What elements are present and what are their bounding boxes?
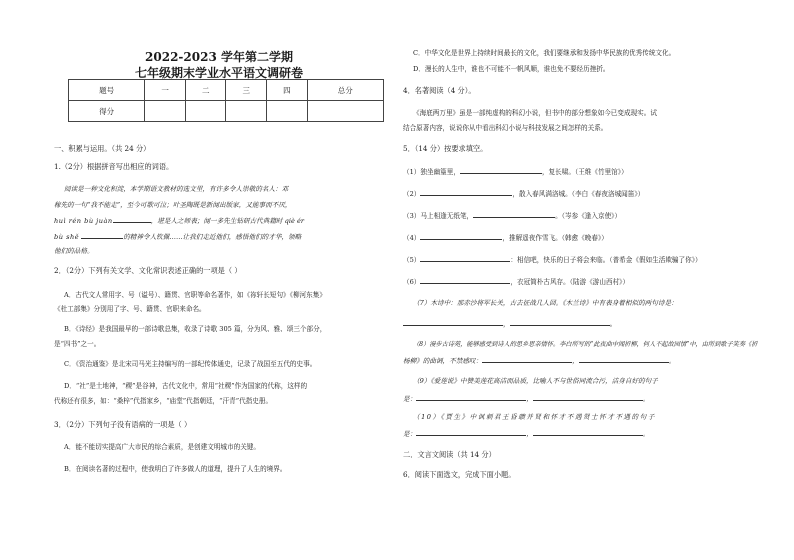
q5-text: ：相信吧，快乐的日子将会来临。（普希金《假如生活欺骗了你》） [510,256,702,264]
option-d: D．漫长的人生中，谁也不可能不一帆风顺，谁也免不要经历挫折。 [413,65,610,73]
section-heading: 二．文言文阅读（共 14 分） [403,450,496,459]
q4-prompt-line: 结合原著内容，说说你从中看出科幻小说与科技发展之间怎样的关系。 [403,124,608,132]
score-cell[interactable] [267,101,308,122]
q5-item-8: （8）漫步古诗苑，能够感受到诗人的思乡思亲情怀。李白所写的“此夜曲中闻折柳，何人不起故园情”中，由所到歌子笑奏《折 [413,341,758,348]
score-header-cell: 三 [226,80,267,101]
question-3: 3．（2分）下列句子没有语病的一项是（ ） [54,420,192,429]
score-header-cell: 题号 [69,80,145,101]
q5-item-2 [403,188,644,199]
question-2: 2．（2分）下列有关文学、文化常识表述正确的一项是（ ） [54,266,242,275]
section-heading: 一、积累与运用。（共 24 分） [54,144,151,153]
q5-text: 是： [403,430,417,438]
answer-blank[interactable] [473,210,555,218]
score-header-cell: 四 [267,80,308,101]
score-cell[interactable] [226,101,267,122]
score-table [68,79,384,122]
q5-text: （1）独坐幽篁里， [403,168,460,176]
answer-blank[interactable] [81,231,123,239]
option-b: B．在阅读名著的过程中，使我明白了许多做人的道理，提升了人生的境界。 [64,465,287,473]
q5-text: （6） [403,278,421,286]
answer-blank[interactable] [533,393,643,401]
q1-passage-line: 稼先的一句“我不能走”，至今可歌可泣；叶圣陶既是新闻出版家，又能事而不厌， [54,201,292,209]
q5-item-10: （10）《贾生》中讽刺君王昏聩并贤和怀才不遇贤士怀才不遇的句子 [413,413,656,421]
answer-blank[interactable] [113,215,151,223]
q5-text: （2） [403,190,421,198]
score-table-header-row [69,80,384,101]
answer-blank[interactable] [403,318,503,326]
q1-passage-line: 阅读是一种文化积淀，本学期语文教材的选文里，有许多令人崇敬的名人：邓 [64,185,289,193]
option-a: A．能不能切实提高广大市民的综合素质，是创建文明城市的关键。 [64,443,260,451]
question-5: 5．（14 分）按要求填空。 [403,144,488,153]
answer-blank[interactable] [482,355,572,363]
answer-blank[interactable] [416,393,526,401]
q1-passage-line [54,231,301,242]
option-b-cont: 是“四书”之一。 [54,340,101,348]
q5-item-3 [403,210,621,221]
q1-passage-line [54,215,304,226]
answer-blank[interactable] [420,276,510,284]
q1-passage-line: 他们的品格。 [54,247,94,255]
score-table-score-row [69,101,384,122]
option-c: C．《资治通鉴》是北宋司马光主持编写的一部纪传体通史，记录了战国至五代的史事。 [64,360,317,368]
question-1: 1.（2分）根据拼音写出相应的词语。 [54,162,174,171]
answer-blank[interactable] [579,355,669,363]
score-header-cell: 总分 [307,80,383,101]
option-b: B．《诗经》是我国最早的一部诗歌总集，收录了诗歌 305 篇，分为风、雅、颂三个部分， [64,325,327,333]
q5-text: ，散入春风满洛城。（李白《春夜洛城闻笛》） [512,190,645,198]
q5-item-7: （7）木诗中：那赤沙将军长关，古去征战几人回。《木兰诗》中有表身着相似的两句诗是： [413,299,678,307]
pinyin-text: bù shě [54,233,80,241]
answer-blank[interactable] [416,428,526,436]
option-c: C．中华文化是世界上持续时间最长的文化，我们要继承和发扬中华民族的优秀传统文化。 [413,49,676,57]
q5-text: ，衣冠简朴古风存。（陆游《游山西村》） [510,278,630,286]
score-cell[interactable] [185,101,226,122]
q5-item-9: （9）《爱莲说》中赞美莲花高洁而品质，比喻人不与世俗同流合污，洁身自好的句子 [413,377,658,385]
q1-passage-text: 的精神令人钦佩……让我们走近他们，感悟他们的才华，领略 [123,233,302,241]
q5-text: （5） [403,256,421,264]
score-row-label: 得分 [69,101,145,122]
answer-blank[interactable] [460,166,542,174]
answer-blank[interactable] [420,232,502,240]
q5-text: （3）马上相逢无纸笔， [403,212,474,220]
answer-blank[interactable] [420,188,512,196]
answer-blank[interactable] [420,254,510,262]
question-6: 6．阅读下面选文，完成下面小题。 [403,470,516,479]
option-a-cont: 《杜工部集》分别用了字、号、籍贯、官职来命名。 [54,305,206,313]
q5-item-9-cont: 是： ， 。 [403,395,650,403]
q1-passage-text: ，堪是人之师表；闻一多先生钻研古代典籍时 qiè ér [150,217,304,225]
exam-title-term: 2022-2023 学年第二学期 [145,50,293,64]
q5-text: （4） [403,234,421,242]
q5-text: ，复长啸。（王维《竹里馆》） [541,168,628,176]
option-d-cont: 代称还有很多，如：“桑梓”代指家乡，“庙堂”代指朝廷，“汗青”代指史册。 [54,397,273,405]
q5-item-8-cont: 杨柳》的曲调，不禁感叹： ， 。 [403,357,676,365]
q5-item-4 [403,232,608,243]
answer-blank[interactable] [533,428,643,436]
score-header-cell: 一 [145,80,186,101]
q5-item-7-answer: ， 。 [403,318,616,329]
q5-text: 是： [403,395,417,403]
q5-item-1 [403,166,628,177]
q4-prompt-line: 《海底两万里》虽是一部纯虚构的科幻小说，但书中的部分想象如今已变成现实。试 [413,109,657,117]
q5-text: 杨柳》的曲调，不禁感叹： [403,357,483,365]
option-d: D．“社”是土地神，“稷”是谷神，古代文化中，常用“社稷”作为国家的代称，这样的 [64,382,308,390]
q5-text: ，推解遥夜作雪飞。（韩愈《晚春》） [502,234,608,242]
score-header-cell: 二 [185,80,226,101]
q5-item-5 [403,254,702,265]
answer-blank[interactable] [510,318,610,326]
pinyin-text: huì rén bù juàn [54,217,113,225]
option-a: A．古代文人常用字、号（谥号）、籍贯、官职等命名著作，如《祢轩长短句》《柳河东集》 [64,291,326,299]
q5-item-6 [403,276,629,287]
exam-title-main: 七年级期末学业水平语文调研卷 [134,66,303,80]
q5-item-10-cont: 是： ， 。 [403,430,650,438]
score-cell[interactable] [307,101,383,122]
score-cell[interactable] [145,101,186,122]
q5-text: 。（岑参《逢入京使》） [555,212,622,220]
question-4: 4．名著阅读（4 分）。 [403,86,476,95]
